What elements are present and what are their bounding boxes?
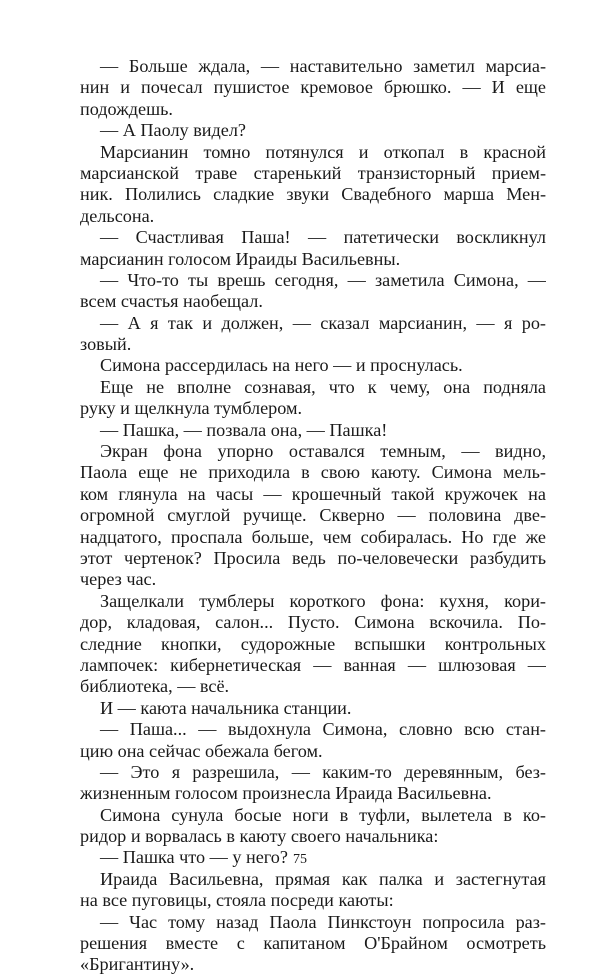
text-line: — А я так и должен, — сказал марсианин, — я ро-	[100, 312, 546, 333]
text-line: ник. Полились сладкие звуки Свадебного марша Мен-	[80, 184, 546, 205]
text-line: — Это я разрешила, — каким-то деревянным, без-	[100, 761, 546, 782]
text-line: — Пашка, — позвала она, — Пашка!	[100, 419, 388, 440]
text-line: Марсианин томно потянулся и откопал в красной	[100, 141, 546, 162]
text-line: Защелкали тумблеры короткого фона: кухня, кори-	[100, 590, 546, 611]
text-line: Паола еще не приходила в свою каюту. Симона мель-	[80, 462, 546, 483]
text-line: через час.	[80, 569, 157, 590]
text-line: — Больше ждала, — наставительно заметил марсиа-	[100, 56, 546, 76]
text-line: зовый.	[80, 334, 132, 355]
text-line: подождешь.	[80, 98, 173, 119]
text-line: Симона сунула босые ноги в туфли, вылетела в ко-	[100, 804, 546, 825]
text-line: руку и щелкнула тумблером.	[80, 398, 303, 419]
text-line: надцатого, проспала больше, чем собиралась. Но где же	[80, 526, 546, 547]
text-line: ком глянула на часы — крошечный такой кружочек на	[80, 483, 546, 504]
text-line: — А Паолу видел?	[100, 120, 246, 141]
text-line: И — каюта начальника станции.	[100, 697, 352, 718]
text-line: всем счастья наобещал.	[80, 291, 263, 312]
text-line: решения вместе с капитаном О'Брайном осмотреть	[80, 933, 546, 954]
text-line: следние кнопки, судорожные вспышки контрольных	[80, 633, 546, 654]
text-line: Ираида Васильевна, прямая как палка и застегнутая	[100, 868, 546, 889]
text-line: ридор и ворвалась в каюту своего начальника:	[80, 826, 439, 847]
text-line: на все пуговицы, стояла посреди каюты:	[80, 890, 394, 911]
text-line: Еще не вполне сознавая, что к чему, она подняла	[100, 376, 546, 397]
text-line: Симона рассердилась на него — и проснулась.	[100, 355, 463, 376]
text-line: — Час тому назад Паола Пинкстоун попросила раз-	[100, 911, 546, 932]
text-line: огромной смуглой ручище. Скверно — половина две-	[80, 505, 546, 526]
text-line: дор, кладовая, салон... Пусто. Симона вскочила. По-	[80, 612, 546, 633]
text-line: этот чертенок? Просила ведь по-человечески разбудить	[80, 547, 546, 568]
text-line: библиотека, — всё.	[80, 676, 230, 697]
text-line: — Пашка что — у него?	[100, 847, 288, 868]
text-line: марсианин голосом Ираиды Васильевны.	[80, 248, 401, 269]
text-line: марсианской траве старенький транзисторный прием-	[80, 162, 546, 183]
text-line: — Счастливая Паша! — патетически воскликнул	[100, 227, 546, 248]
body-text	[80, 56, 546, 976]
text-line: нин и почесал пушистое кремовое брюшко. — И еще	[80, 77, 546, 98]
text-line: лампочек: кибернетическая — ванная — шлюзовая —	[80, 654, 546, 675]
text-line: «Бригантину».	[80, 954, 195, 975]
page-number: 75	[293, 852, 307, 867]
text-line: цию она сейчас обежала бегом.	[80, 740, 323, 761]
text-line: дельсона.	[80, 205, 155, 226]
text-line: — Что-то ты врешь сегодня, — заметила Симона, —	[100, 269, 546, 290]
text-line: — Паша... — выдохнула Симона, словно всю стан-	[100, 719, 546, 740]
text-line: Экран фона упорно оставался темным, — видно,	[100, 441, 546, 462]
text-line: жизненным голосом произнесла Ираида Васильевна.	[80, 783, 492, 804]
